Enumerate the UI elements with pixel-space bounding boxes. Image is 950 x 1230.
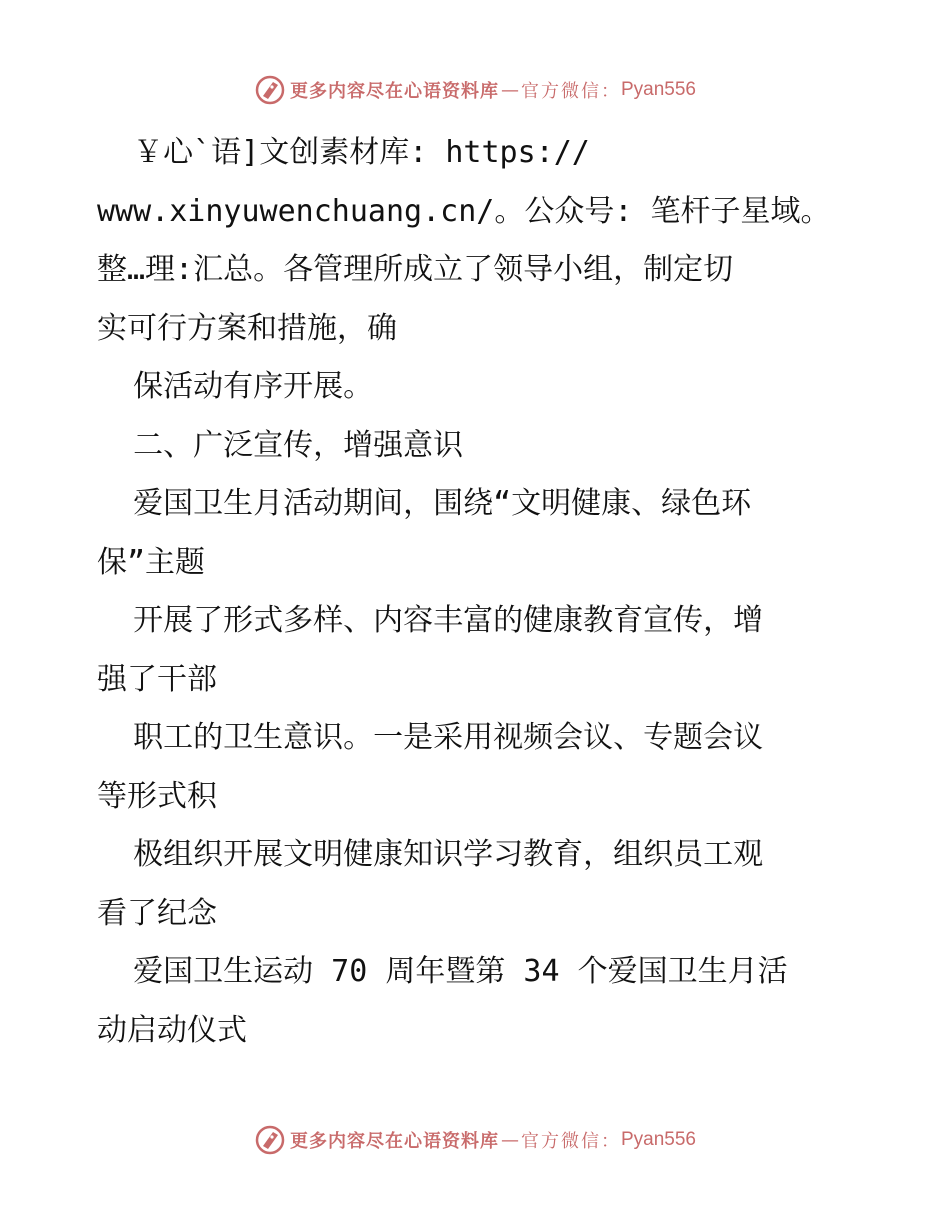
footer-wechat-label: 官方微信： [520, 1131, 621, 1152]
body-line: 动启动仪式 [97, 1012, 247, 1048]
section-heading: 二、广泛宣传，增强意识 [97, 427, 464, 463]
header-wechat-label: 官方微信： [520, 81, 621, 102]
body-line: www.xinyuwenchuang.cn/。公众号: 笔杆子星域。 [97, 193, 831, 229]
body-line: 看了纪念 [97, 895, 217, 931]
body-line: 极组织开展文明健康知识学习教育，组织员工观 [97, 837, 764, 872]
footer-brand-text: 更多内容尽在心语资料库 [289, 1131, 499, 1152]
body-line: 保”主题 [97, 544, 206, 580]
body-line: 爱国卫生月活动期间，围绕“文明健康、绿色环 [97, 486, 752, 521]
body-line: ￥心`语]文创素材库: https:// [97, 135, 590, 170]
pen-nib-logo-icon [254, 1124, 286, 1156]
body-line: 整…理:汇总。各管理所成立了领导小组，制定切 [97, 252, 734, 287]
footer-account: Pyan556 [620, 1129, 696, 1150]
body-line: 强了干部 [97, 661, 217, 697]
pen-nib-logo-icon [254, 74, 286, 106]
body-line: 职工的卫生意识。一是采用视频会议、专题会议 [97, 720, 764, 755]
header-dash: — [500, 79, 519, 101]
footer-dash: — [500, 1129, 519, 1151]
body-line: 开展了形式多样、内容丰富的健康教育宣传，增 [97, 603, 764, 638]
body-line: 实可行方案和措施，确 [97, 310, 397, 346]
footer-banner [0, 1120, 950, 1160]
header-banner [0, 70, 950, 110]
body-line: 保活动有序开展。 [97, 369, 374, 404]
document-body [97, 124, 857, 1060]
header-account: Pyan556 [620, 79, 696, 100]
body-line: 爱国卫生运动 70 周年暨第 34 个爱国卫生月活 [97, 954, 788, 989]
header-brand-text: 更多内容尽在心语资料库 [289, 81, 499, 102]
body-line: 等形式积 [97, 778, 217, 814]
